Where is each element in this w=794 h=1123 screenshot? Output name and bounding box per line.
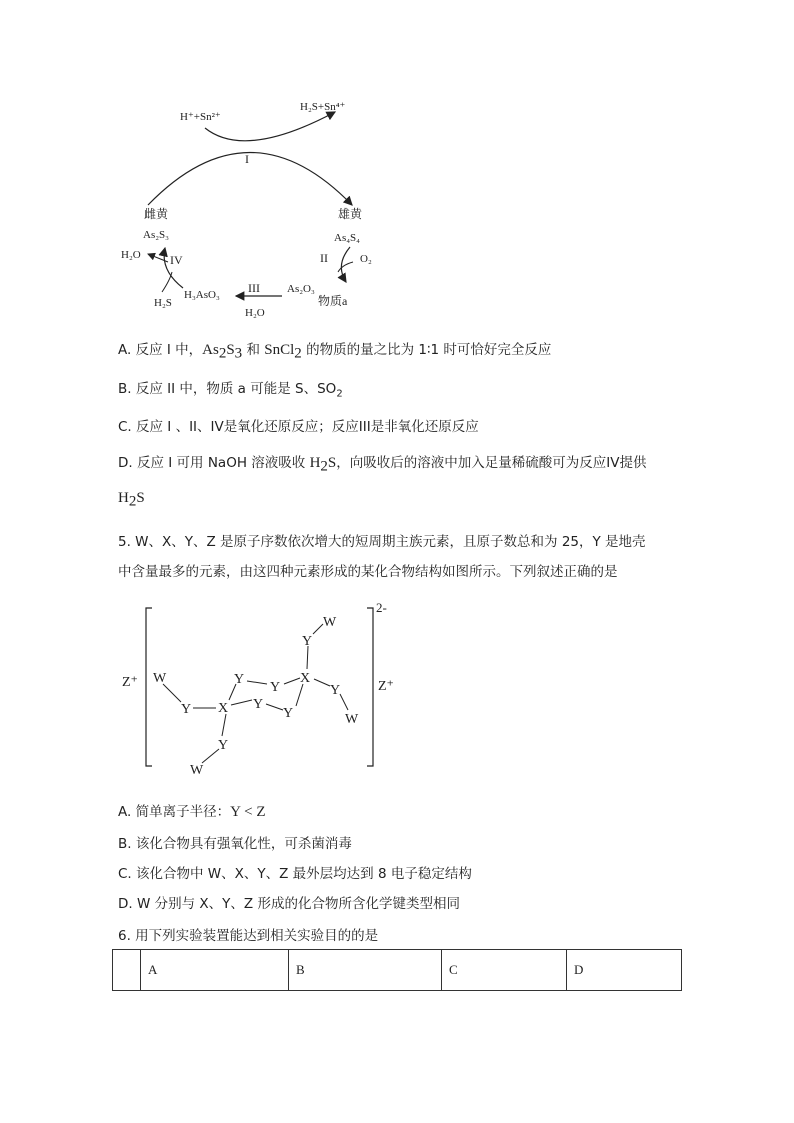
q4-a-f1: As [202,342,219,358]
bracket-right [367,608,373,766]
label-top-out: H₂S+Sn⁴⁺ [300,101,346,113]
q4-d2-fs: 2 [128,493,137,510]
label-r4: IV [170,253,183,267]
q4-d-fb: S [327,455,337,471]
label-right-formula: As₄S₄ [334,232,361,244]
q4-a-f2: SnCl [264,342,295,358]
atom-y: Y [181,702,192,717]
label-h2s-left: H₂S [154,297,172,309]
q4-a-post: 的物质的量之比为 1∶1 时可恰好完全反应 [301,342,552,358]
label-substance-a: 物质a [318,294,348,308]
label-r2: II [320,251,328,265]
charge: 2- [376,600,387,615]
q4-a-f2-s: 2 [294,345,302,362]
atom-w: W [345,712,359,727]
atom-y: Y [270,680,281,695]
q4-option-d-cont [118,490,145,511]
label-h3aso3: H₃AsO₃ [184,289,220,301]
q6-options-table [112,949,682,991]
q4-d-pre: D. 反应 I 可用 NaOH 溶液吸收 [118,455,310,471]
label-left-formula: As₂S₃ [143,229,170,241]
q4-d-fs: 2 [320,458,328,475]
atom-y: Y [234,672,245,687]
q6-stem: 6. 用下列实验装置能达到相关实验目的的是 [118,928,379,944]
q5-option-c: C. 该化合物中 W、X、Y、Z 最外层均达到 8 电子稳定结构 [118,866,472,882]
label-as2o3: As₂O₃ [287,283,315,295]
atom-w: W [323,615,337,630]
top-arrow [205,112,335,141]
atom-y: Y [302,634,313,649]
label-left-name: 雌黄 [144,207,169,221]
atom-w: W [153,671,167,686]
label-r1: I [245,152,249,166]
label-right-name: 雄黄 [338,207,363,221]
arrow-h2o-out [148,254,168,262]
atom-y: Y [253,697,264,712]
q4-option-a [118,338,551,363]
q4-d-f: H [309,455,321,471]
atom-w: W [190,763,204,778]
label-h2o-bottom: H₂O [245,307,265,319]
atom-y: Y [330,683,341,698]
cation-left: Z⁺ [122,675,138,690]
arrow-o2-in [338,262,353,272]
q4-option-d [118,451,646,476]
q4-d2-fb: S [136,490,145,506]
q4-c: C. 反应 I 、II、IV是氧化还原反应；反应III是非氧化还原反应 [118,419,479,435]
q5-option-a [118,800,266,821]
q5-a-pre: A. 简单离子半径： [118,804,231,820]
q4-d2-f: H [118,490,129,506]
q4-a-pre: A. 反应 I 中， [118,342,203,358]
q5-option-b: B. 该化合物具有强氧化性，可杀菌消毒 [118,836,352,852]
atom-x: X [300,671,311,686]
label-r3: III [248,281,260,295]
label-h2o-left: H₂O [121,249,141,261]
table-cell-a: A [141,950,289,991]
arc-main [148,153,352,206]
q4-d-post: ，向吸收后的溶液中加入足量稀硫酸可为反应IV提供 [336,455,647,471]
table-cell-b: B [289,950,442,991]
q4-option-b [118,377,343,400]
atom-x: X [218,701,229,716]
table-cell-c: C [442,950,567,991]
q5-stem-line1: 5. W、X、Y、Z 是原子序数依次增大的短周期主族元素，且原子数总和为 25，Y 是地壳 [118,534,646,550]
table-cell-d: D [567,950,682,991]
bracket-left [146,608,152,766]
label-top-in: H⁺+Sn²⁺ [180,111,221,123]
q4-option-c [118,415,479,435]
q4-a-mid: 和 [242,342,265,358]
atom-y: Y [218,738,229,753]
q5-a-expr: Y < Z [230,804,266,820]
structure-diagram [122,600,394,778]
q4-b-s: 2 [336,388,343,400]
q4-a-f1-s2: 3 [234,345,243,362]
q4-b-pre: B. 反应 II 中，物质 a 可能是 S、SO [118,381,337,397]
atom-y: Y [283,706,294,721]
q4-a-f1-s1: 2 [218,345,227,362]
label-o2: O₂ [360,253,372,265]
q5-stem-line2: 中含量最多的元素，由这四种元素形成的某化合物结构如图所示。下列叙述正确的是 [118,564,618,580]
q4-a-f1-b: S [226,342,235,358]
q5-option-d: D. W 分别与 X、Y、Z 形成的化合物所含化学键类型相同 [118,896,460,912]
cation-right: Z⁺ [378,679,394,694]
table-cell-blank [113,950,141,991]
table-row [113,950,682,991]
